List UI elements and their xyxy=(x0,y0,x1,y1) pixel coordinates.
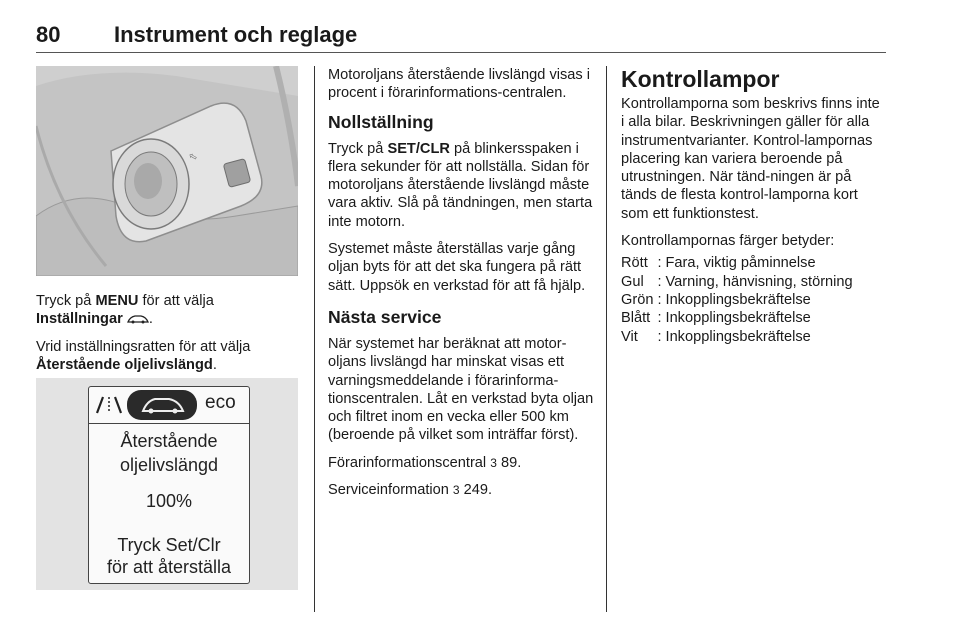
page-title: Instrument och reglage xyxy=(114,22,358,47)
table-row xyxy=(621,309,853,327)
reference-arrow-icon: 3 xyxy=(490,455,497,470)
color-meaning: Inkopplingsbekräftelse xyxy=(665,291,811,308)
intro-paragraph: Motoroljans återstående livslängd visas i procent i förarinformations-centralen. xyxy=(328,67,591,102)
color-name: Vit xyxy=(621,328,638,345)
column-divider-2 xyxy=(606,66,607,612)
display-illustration xyxy=(36,378,298,590)
instruction-menu: Tryck på MENU för att välja Inställningar . xyxy=(36,293,214,328)
separator: : xyxy=(657,328,662,345)
color-meaning: Varning, hänvisning, störning xyxy=(665,273,853,290)
reference-driver-info xyxy=(328,454,594,472)
text-fragment: för att välja xyxy=(138,293,214,309)
color-meaning: Inkopplingsbekräftelse xyxy=(665,310,811,327)
reference-page: 89. xyxy=(500,454,522,471)
warning-lights-paragraph: Kontrollamporna som beskrivs finns inte i alla bilar. Beskrivningen gäller för alla instrumentvarianter. Kontrol-lampornas placering kan variera beroende på utrustningen. När tänd-ningen är på tänds de flesta kontrol-lamporna kort som ett funktionstest. xyxy=(621,96,880,222)
colors-intro: Kontrollampornas färger betyder: xyxy=(621,233,835,250)
column-1-text xyxy=(36,292,298,383)
reset-paragraph-2: Systemet måste återställas varje gång oljan byts för att det ska fungera på rätt sätt. Uppsök en verkstad för att få hjälp. xyxy=(328,241,586,294)
heading-warning-lights: Kontrollampor xyxy=(621,66,780,92)
separator: : xyxy=(657,291,662,308)
table-row xyxy=(621,254,853,272)
settings-keyword: Inställningar xyxy=(36,311,123,328)
display-line-3: Tryck Set/Clr xyxy=(117,535,221,555)
display-line-4: för att återställa xyxy=(106,557,232,577)
color-name: Gul xyxy=(621,273,644,290)
column-divider-1 xyxy=(314,66,315,612)
set-clr-keyword: SET/CLR xyxy=(387,140,450,157)
display-line-1: Återstående xyxy=(120,431,218,451)
heading-next-service: Nästa service xyxy=(328,306,442,327)
table-row xyxy=(621,328,853,346)
page-number: 80 xyxy=(36,22,61,47)
page-header xyxy=(36,22,886,50)
reset-paragraph xyxy=(328,140,594,231)
instruction-dial xyxy=(36,338,298,375)
reference-arrow-icon: 3 xyxy=(452,483,460,498)
eco-tab: eco xyxy=(205,392,236,413)
car-icon xyxy=(127,314,149,324)
reference-page: 249. xyxy=(463,482,493,499)
column-3-text xyxy=(621,66,887,346)
oil-life-keyword: Återstående oljelivslängd xyxy=(36,356,213,373)
menu-keyword: MENU xyxy=(95,293,139,309)
text-fragment: Tryck på xyxy=(328,140,388,157)
stalk-drawing xyxy=(36,66,298,276)
svg-text:⇧: ⇧ xyxy=(187,150,201,164)
header-rule xyxy=(36,52,886,53)
separator: : xyxy=(657,310,662,327)
table-row xyxy=(621,291,853,309)
color-name: Blått xyxy=(621,310,651,327)
reference-service-info xyxy=(328,481,594,499)
color-name: Grön xyxy=(621,291,654,308)
heading-reset: Nollställning xyxy=(328,111,434,132)
color-meaning: Fara, viktig påminnelse xyxy=(665,255,816,272)
table-row xyxy=(621,273,853,291)
info-display xyxy=(88,386,250,584)
text-fragment: . xyxy=(212,356,217,373)
display-line-2: oljelivslängd xyxy=(119,455,219,475)
next-service-paragraph: När systemet har beräknat att motor-oljans livslängd har minskat visas ett varningsmeddelande i förarinforma-tionscentralen. Låt en verkstad byta oljan och filtret inom en vecka eller 500 km (beroende på vilket som inträffar först). xyxy=(328,335,594,444)
color-meaning-table xyxy=(621,254,853,345)
stalk-illustration xyxy=(36,66,298,276)
reference-label: Serviceinformation xyxy=(328,482,449,499)
text-fragment: Tryck på xyxy=(36,293,96,309)
color-meaning: Inkopplingsbekräftelse xyxy=(665,328,811,345)
separator: : xyxy=(657,255,662,272)
color-name: Rött xyxy=(621,255,648,272)
text-fragment: Vrid inställningsratten för att välja xyxy=(36,338,251,355)
reference-label: Förarinformationscentral xyxy=(328,454,487,471)
text-fragment: på blinkersspaken i flera sekunder för att nollställa. Sidan för motoroljans återstående livslängd måste vara aktiv. Slå på tändningen, men starta inte motorn. xyxy=(328,140,593,230)
selected-tab-highlight xyxy=(127,390,197,420)
display-tab-bar xyxy=(89,387,249,424)
column-2-text xyxy=(328,66,594,508)
display-percent: 100% xyxy=(145,491,193,511)
separator: : xyxy=(657,273,662,290)
